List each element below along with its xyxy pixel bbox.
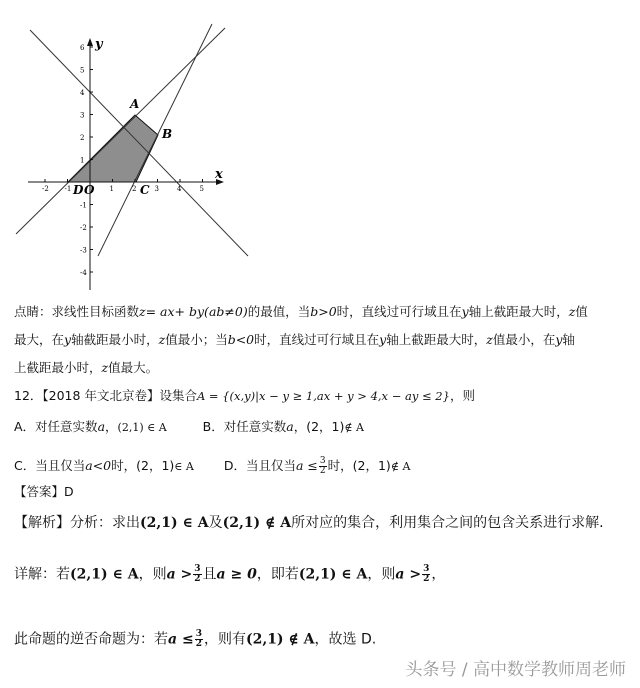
y-tick-label: 3	[80, 111, 85, 120]
analysis-text: 轴上截距最大时，	[386, 332, 487, 347]
x-tick-label: 2	[132, 185, 137, 193]
analysis-line-3	[14, 359, 158, 377]
solution-text: 及	[208, 515, 223, 531]
objective-function: z= ax+ by(ab≠0)	[139, 304, 248, 319]
y-tick-label: 6	[80, 44, 85, 52]
x-tick-label: 5	[199, 185, 204, 193]
inequality: a ≥ 0	[216, 566, 257, 583]
fraction-numerator: 3	[194, 564, 201, 574]
y-axis-arrow	[87, 38, 93, 46]
fraction-numerator: 3	[423, 564, 430, 574]
option-c-label: C．当且仅当	[14, 458, 86, 473]
analysis-text: 的最值，当	[247, 304, 311, 319]
condition: b<0	[227, 332, 255, 347]
solution-text: ，	[431, 566, 446, 583]
set-definition: A = {(x,y)|x − y ≥ 1,ax + y > 4,x − ay ≤ 2}	[196, 389, 450, 403]
solution-text: ，则	[138, 566, 167, 583]
point-relation: ∈ A	[174, 460, 194, 473]
point-relation: (2,1) ∉ A	[222, 515, 292, 531]
solution-text: ，则	[367, 566, 396, 583]
solution-text: ，即若	[256, 566, 299, 583]
point-label-d: D	[73, 183, 84, 197]
y-tick-label: -3	[80, 246, 87, 255]
var-a: a	[286, 419, 294, 434]
point-relation: (2,1) ∈ A	[298, 566, 368, 583]
question-text: ，则	[449, 388, 475, 403]
fraction-denominator: 2	[319, 466, 326, 476]
x-tick-label: 1	[109, 185, 114, 193]
solution-text: ，则有	[203, 631, 246, 648]
origin-label: O	[84, 183, 95, 197]
option-a-label: A．对任意实数	[14, 419, 98, 434]
point-relation: (2,1) ∈ A	[70, 566, 139, 583]
var-y: y	[555, 332, 563, 347]
solution-text: 详解：若	[14, 566, 70, 583]
question-12	[14, 387, 475, 405]
x-tick-label: 3	[154, 185, 159, 193]
fraction	[422, 565, 430, 584]
fraction	[193, 565, 201, 584]
analysis-text: 时，直线过可行域且在	[336, 304, 462, 319]
y-axis-label: y	[95, 37, 103, 52]
y-tick-label: -1	[80, 201, 87, 210]
analysis-text: 上截距最小时，	[14, 360, 102, 375]
condition: a<0	[85, 458, 112, 473]
y-tick-label: -4	[80, 269, 87, 277]
var-z: z	[101, 360, 109, 375]
analysis-line-2	[14, 331, 575, 349]
x-axis-label: x	[215, 167, 223, 182]
var-y: y	[64, 332, 72, 347]
condition: b>0	[310, 304, 337, 319]
point-label-c: C	[140, 183, 150, 197]
analysis-line-1	[14, 303, 588, 321]
fraction	[195, 630, 203, 649]
watermark: 头条号 / 高中数学教师周老师	[405, 660, 626, 680]
analysis-text: 值最大。	[108, 360, 159, 375]
solution-text: ，故选 D.	[314, 631, 377, 648]
fraction-denominator: 2	[423, 574, 430, 584]
question-number: 12．【2018 年文北京卷】设集合	[14, 388, 197, 403]
line-x-plus-y-5	[30, 30, 248, 256]
fraction	[319, 457, 327, 476]
point-relation: ∉ A	[344, 421, 364, 434]
x-tick-label: -1	[64, 185, 72, 193]
solution-text: 且	[202, 566, 217, 583]
analysis-text: 值最小；当	[165, 332, 228, 347]
option-b-label: B．对任意实数	[202, 419, 287, 434]
var-z: z	[568, 304, 576, 319]
option-text: ，(2，1)	[293, 419, 345, 434]
option-text: 时，(2，1)	[327, 458, 391, 473]
solution-text: 此命题的逆否命题为：若	[14, 631, 168, 648]
var-z: z	[158, 332, 166, 347]
solution-text: 所对应的集合，利用集合之间的包含关系进行求解.	[291, 515, 604, 531]
inequality: a ≤	[168, 631, 194, 648]
line-through-d-a	[16, 28, 225, 234]
var-y: y	[461, 304, 469, 319]
x-tick-label: 4	[177, 185, 182, 193]
fraction-numerator: 3	[319, 456, 326, 466]
fraction-denominator: 2	[194, 574, 201, 584]
y-tick-label: -2	[80, 224, 87, 232]
y-tick-label: 4	[80, 89, 85, 97]
inequality: a >	[395, 566, 422, 583]
analysis-text: 时，直线过可行域且在	[254, 332, 380, 347]
analysis-text: 轴上截距最大时，	[468, 304, 569, 319]
inequality: a >	[166, 566, 193, 583]
point-relation: (2,1) ∉ A	[245, 631, 315, 648]
answer: 【答案】D	[14, 484, 74, 499]
feasible-region-graph	[0, 0, 260, 300]
point-relation: ∉ A	[390, 460, 411, 473]
option-text: 时，(2，1)	[111, 458, 175, 473]
var-a: a	[97, 419, 106, 434]
point-label-b: B	[162, 127, 173, 141]
fraction-denominator: 2	[195, 639, 202, 649]
x-tick-label: -2	[42, 185, 49, 193]
point-relation: (2,1) ∈ A	[140, 515, 209, 531]
y-tick-label: 5	[80, 66, 85, 75]
analysis-text: 轴	[562, 332, 575, 347]
solution-line-2	[14, 565, 445, 584]
analysis-text: 轴截距最小时，	[71, 332, 159, 347]
solution-text: 【解析】分析：求出	[14, 515, 140, 531]
analysis-text: 值最小，在	[492, 332, 556, 347]
y-tick-label: 1	[80, 156, 85, 165]
analysis-text: 值	[575, 304, 588, 319]
option-text: ，	[105, 419, 118, 434]
var-z: z	[486, 332, 493, 347]
analysis-text: 最大，在	[14, 332, 65, 347]
condition: a ≤	[296, 458, 318, 473]
analysis-text: 点睛：求线性目标函数	[14, 304, 140, 319]
fraction-numerator: 3	[195, 629, 202, 639]
point-relation: (2,1) ∈ A	[117, 421, 167, 434]
options-row-2	[14, 457, 410, 476]
solution-line-3	[14, 630, 376, 649]
point-label-a: A	[130, 97, 140, 111]
option-d-label: D．当且仅当	[223, 458, 296, 473]
options-row-1	[14, 418, 364, 437]
var-y: y	[379, 332, 387, 347]
y-tick-label: 2	[80, 134, 85, 142]
solution-line-1	[14, 514, 604, 532]
